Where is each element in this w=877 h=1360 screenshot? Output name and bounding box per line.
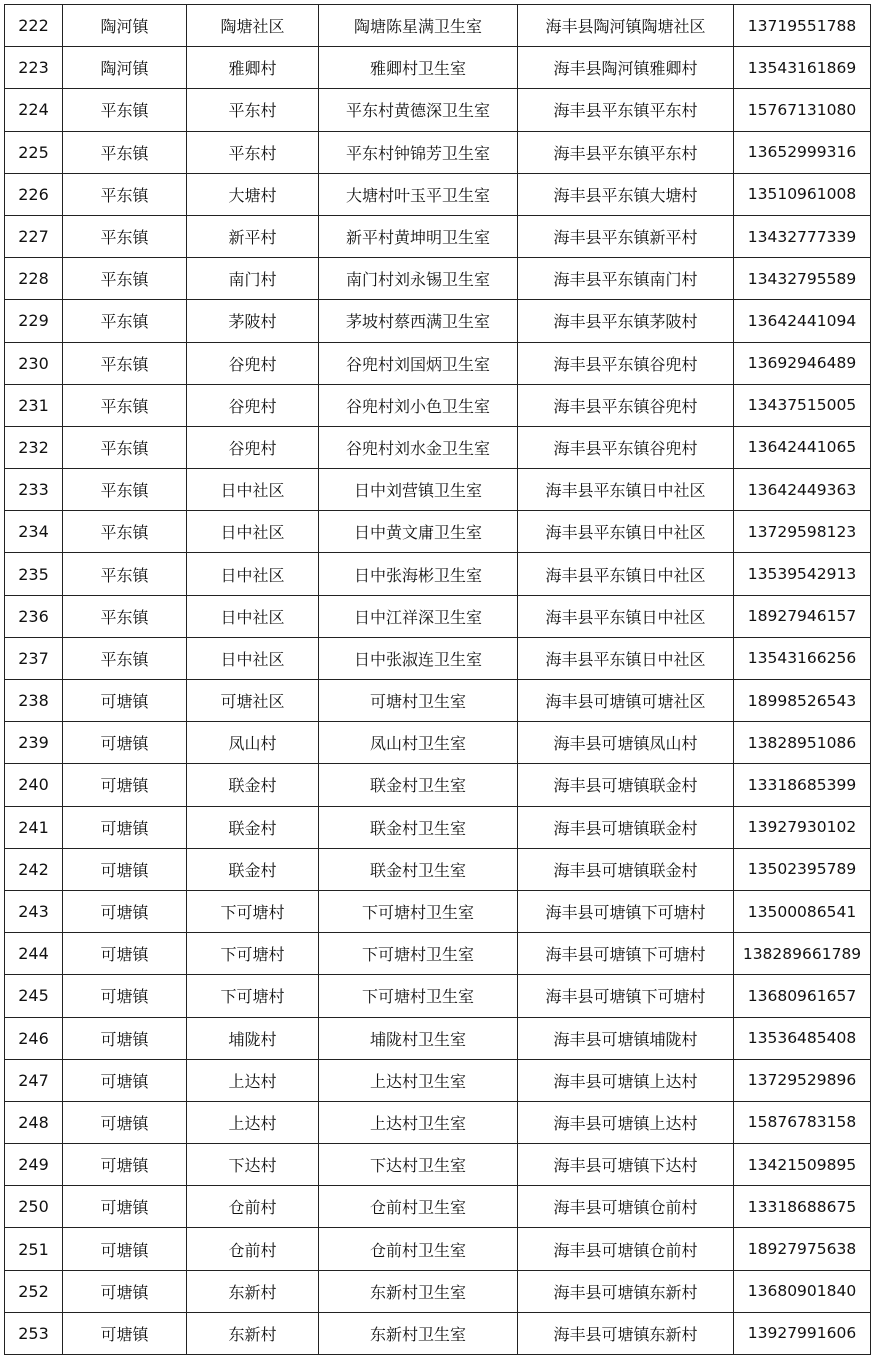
table-row	[5, 1312, 871, 1354]
address-cell: 海丰县可塘镇上达村	[518, 1059, 734, 1101]
village-cell: 日中社区	[187, 553, 319, 595]
address-cell: 海丰县平东镇日中社区	[518, 637, 734, 679]
village-cell: 上达村	[187, 1101, 319, 1143]
phone-cell: 13719551788	[734, 5, 871, 47]
row-number: 231	[5, 384, 63, 426]
town-cell: 可塘镇	[63, 806, 187, 848]
clinic-name-cell: 日中黄文庸卫生室	[319, 511, 518, 553]
village-cell: 谷兜村	[187, 384, 319, 426]
village-cell: 仓前村	[187, 1186, 319, 1228]
clinic-name-cell: 日中刘营镇卫生室	[319, 469, 518, 511]
table-row	[5, 173, 871, 215]
phone-cell: 13642449363	[734, 469, 871, 511]
clinic-name-cell: 仓前村卫生室	[319, 1186, 518, 1228]
town-cell: 可塘镇	[63, 1186, 187, 1228]
phone-cell: 13543166256	[734, 637, 871, 679]
village-cell: 日中社区	[187, 595, 319, 637]
town-cell: 可塘镇	[63, 1144, 187, 1186]
address-cell: 海丰县可塘镇下可塘村	[518, 890, 734, 932]
row-number: 245	[5, 975, 63, 1017]
table-row	[5, 258, 871, 300]
address-cell: 海丰县可塘镇下可塘村	[518, 975, 734, 1017]
row-number: 223	[5, 47, 63, 89]
clinic-name-cell: 联金村卫生室	[319, 848, 518, 890]
table-row	[5, 680, 871, 722]
town-cell: 陶河镇	[63, 5, 187, 47]
row-number: 235	[5, 553, 63, 595]
row-number: 248	[5, 1101, 63, 1143]
clinic-name-cell: 新平村黄坤明卫生室	[319, 215, 518, 257]
row-number: 239	[5, 722, 63, 764]
town-cell: 平东镇	[63, 342, 187, 384]
phone-cell: 13543161869	[734, 47, 871, 89]
village-cell: 陶塘社区	[187, 5, 319, 47]
village-cell: 茅陂村	[187, 300, 319, 342]
table-row	[5, 469, 871, 511]
phone-cell: 15876783158	[734, 1101, 871, 1143]
village-cell: 埔陇村	[187, 1017, 319, 1059]
address-cell: 海丰县平东镇谷兜村	[518, 384, 734, 426]
clinic-name-cell: 日中张淑连卫生室	[319, 637, 518, 679]
clinic-name-cell: 日中江祥深卫生室	[319, 595, 518, 637]
clinic-name-cell: 凤山村卫生室	[319, 722, 518, 764]
phone-cell: 13510961008	[734, 173, 871, 215]
village-cell: 联金村	[187, 806, 319, 848]
table-row	[5, 300, 871, 342]
row-number: 222	[5, 5, 63, 47]
village-cell: 谷兜村	[187, 426, 319, 468]
phone-cell: 13680901840	[734, 1270, 871, 1312]
phone-cell: 13502395789	[734, 848, 871, 890]
town-cell: 可塘镇	[63, 1101, 187, 1143]
clinic-name-cell: 联金村卫生室	[319, 806, 518, 848]
town-cell: 可塘镇	[63, 1312, 187, 1354]
clinic-name-cell: 东新村卫生室	[319, 1312, 518, 1354]
row-number: 229	[5, 300, 63, 342]
town-cell: 陶河镇	[63, 47, 187, 89]
address-cell: 海丰县陶河镇陶塘社区	[518, 5, 734, 47]
village-cell: 南门村	[187, 258, 319, 300]
town-cell: 可塘镇	[63, 722, 187, 764]
town-cell: 平东镇	[63, 215, 187, 257]
clinic-name-cell: 下达村卫生室	[319, 1144, 518, 1186]
table-row	[5, 848, 871, 890]
address-cell: 海丰县平东镇日中社区	[518, 553, 734, 595]
table-row	[5, 975, 871, 1017]
town-cell: 平东镇	[63, 511, 187, 553]
village-cell: 雅卿村	[187, 47, 319, 89]
table-row	[5, 1270, 871, 1312]
village-cell: 东新村	[187, 1270, 319, 1312]
clinic-name-cell: 陶塘陈星满卫生室	[319, 5, 518, 47]
address-cell: 海丰县平东镇谷兜村	[518, 426, 734, 468]
clinic-name-cell: 大塘村叶玉平卫生室	[319, 173, 518, 215]
village-cell: 联金村	[187, 848, 319, 890]
phone-cell: 13927930102	[734, 806, 871, 848]
table-row	[5, 1059, 871, 1101]
village-cell: 仓前村	[187, 1228, 319, 1270]
table-row	[5, 426, 871, 468]
address-cell: 海丰县平东镇日中社区	[518, 469, 734, 511]
village-cell: 新平村	[187, 215, 319, 257]
town-cell: 可塘镇	[63, 975, 187, 1017]
town-cell: 平东镇	[63, 595, 187, 637]
clinic-name-cell: 东新村卫生室	[319, 1270, 518, 1312]
table-row	[5, 47, 871, 89]
village-cell: 可塘社区	[187, 680, 319, 722]
village-cell: 谷兜村	[187, 342, 319, 384]
table-row	[5, 1144, 871, 1186]
town-cell: 平东镇	[63, 637, 187, 679]
table-body	[5, 5, 871, 1355]
village-cell: 日中社区	[187, 637, 319, 679]
phone-cell: 13536485408	[734, 1017, 871, 1059]
row-number: 238	[5, 680, 63, 722]
address-cell: 海丰县可塘镇东新村	[518, 1312, 734, 1354]
phone-cell: 13729529896	[734, 1059, 871, 1101]
clinic-name-cell: 日中张海彬卫生室	[319, 553, 518, 595]
row-number: 233	[5, 469, 63, 511]
clinic-name-cell: 埔陇村卫生室	[319, 1017, 518, 1059]
village-cell: 下达村	[187, 1144, 319, 1186]
row-number: 228	[5, 258, 63, 300]
row-number: 244	[5, 933, 63, 975]
table-row	[5, 131, 871, 173]
row-number: 249	[5, 1144, 63, 1186]
clinic-name-cell: 平东村钟锦芳卫生室	[319, 131, 518, 173]
clinic-name-cell: 可塘村卫生室	[319, 680, 518, 722]
table-row	[5, 1017, 871, 1059]
phone-cell: 13318685399	[734, 764, 871, 806]
clinic-name-cell: 雅卿村卫生室	[319, 47, 518, 89]
table-row	[5, 806, 871, 848]
village-cell: 平东村	[187, 89, 319, 131]
clinic-name-cell: 谷兜村刘小色卫生室	[319, 384, 518, 426]
row-number: 252	[5, 1270, 63, 1312]
table-row	[5, 511, 871, 553]
row-number: 225	[5, 131, 63, 173]
row-number: 240	[5, 764, 63, 806]
phone-cell: 15767131080	[734, 89, 871, 131]
clinic-name-cell: 下可塘村卫生室	[319, 933, 518, 975]
table-row	[5, 764, 871, 806]
address-cell: 海丰县可塘镇埔陇村	[518, 1017, 734, 1059]
phone-cell: 138289661789	[734, 933, 871, 975]
town-cell: 平东镇	[63, 553, 187, 595]
village-cell: 上达村	[187, 1059, 319, 1101]
table-row	[5, 933, 871, 975]
phone-cell: 13500086541	[734, 890, 871, 932]
row-number: 230	[5, 342, 63, 384]
town-cell: 可塘镇	[63, 1059, 187, 1101]
table-row	[5, 1101, 871, 1143]
row-number: 232	[5, 426, 63, 468]
town-cell: 可塘镇	[63, 1017, 187, 1059]
phone-cell: 18927946157	[734, 595, 871, 637]
clinic-name-cell: 平东村黄德深卫生室	[319, 89, 518, 131]
village-cell: 日中社区	[187, 511, 319, 553]
town-cell: 可塘镇	[63, 933, 187, 975]
town-cell: 可塘镇	[63, 764, 187, 806]
phone-cell: 13927991606	[734, 1312, 871, 1354]
phone-cell: 13680961657	[734, 975, 871, 1017]
address-cell: 海丰县可塘镇联金村	[518, 806, 734, 848]
town-cell: 平东镇	[63, 131, 187, 173]
phone-cell: 13432777339	[734, 215, 871, 257]
clinic-name-cell: 联金村卫生室	[319, 764, 518, 806]
phone-cell: 13318688675	[734, 1186, 871, 1228]
table-row	[5, 553, 871, 595]
row-number: 234	[5, 511, 63, 553]
address-cell: 海丰县可塘镇上达村	[518, 1101, 734, 1143]
table-row	[5, 384, 871, 426]
town-cell: 平东镇	[63, 384, 187, 426]
table-row	[5, 1228, 871, 1270]
address-cell: 海丰县平东镇大塘村	[518, 173, 734, 215]
clinic-name-cell: 谷兜村刘国炳卫生室	[319, 342, 518, 384]
village-cell: 平东村	[187, 131, 319, 173]
address-cell: 海丰县平东镇日中社区	[518, 595, 734, 637]
phone-cell: 18927975638	[734, 1228, 871, 1270]
address-cell: 海丰县可塘镇仓前村	[518, 1186, 734, 1228]
village-cell: 日中社区	[187, 469, 319, 511]
town-cell: 可塘镇	[63, 848, 187, 890]
village-cell: 大塘村	[187, 173, 319, 215]
address-cell: 海丰县平东镇新平村	[518, 215, 734, 257]
table-row	[5, 890, 871, 932]
table-row	[5, 1186, 871, 1228]
table-row	[5, 215, 871, 257]
address-cell: 海丰县平东镇南门村	[518, 258, 734, 300]
clinic-name-cell: 上达村卫生室	[319, 1101, 518, 1143]
address-cell: 海丰县可塘镇仓前村	[518, 1228, 734, 1270]
phone-cell: 18998526543	[734, 680, 871, 722]
town-cell: 平东镇	[63, 300, 187, 342]
row-number: 253	[5, 1312, 63, 1354]
village-cell: 东新村	[187, 1312, 319, 1354]
address-cell: 海丰县可塘镇联金村	[518, 764, 734, 806]
phone-cell: 13828951086	[734, 722, 871, 764]
row-number: 226	[5, 173, 63, 215]
phone-cell: 13642441065	[734, 426, 871, 468]
village-cell: 下可塘村	[187, 890, 319, 932]
phone-cell: 13729598123	[734, 511, 871, 553]
clinic-name-cell: 仓前村卫生室	[319, 1228, 518, 1270]
town-cell: 平东镇	[63, 426, 187, 468]
town-cell: 平东镇	[63, 173, 187, 215]
row-number: 241	[5, 806, 63, 848]
address-cell: 海丰县平东镇平东村	[518, 89, 734, 131]
table-row	[5, 5, 871, 47]
address-cell: 海丰县平东镇日中社区	[518, 511, 734, 553]
address-cell: 海丰县平东镇茅陂村	[518, 300, 734, 342]
row-number: 224	[5, 89, 63, 131]
clinic-name-cell: 上达村卫生室	[319, 1059, 518, 1101]
phone-cell: 13692946489	[734, 342, 871, 384]
table-row	[5, 89, 871, 131]
phone-cell: 13432795589	[734, 258, 871, 300]
village-cell: 下可塘村	[187, 975, 319, 1017]
clinic-name-cell: 下可塘村卫生室	[319, 975, 518, 1017]
row-number: 227	[5, 215, 63, 257]
town-cell: 可塘镇	[63, 680, 187, 722]
row-number: 236	[5, 595, 63, 637]
phone-cell: 13642441094	[734, 300, 871, 342]
row-number: 237	[5, 637, 63, 679]
row-number: 246	[5, 1017, 63, 1059]
phone-cell: 13421509895	[734, 1144, 871, 1186]
town-cell: 平东镇	[63, 469, 187, 511]
address-cell: 海丰县可塘镇东新村	[518, 1270, 734, 1312]
row-number: 242	[5, 848, 63, 890]
address-cell: 海丰县平东镇谷兜村	[518, 342, 734, 384]
table-row	[5, 722, 871, 764]
town-cell: 可塘镇	[63, 1270, 187, 1312]
table-row	[5, 637, 871, 679]
clinic-name-cell: 下可塘村卫生室	[319, 890, 518, 932]
address-cell: 海丰县可塘镇下达村	[518, 1144, 734, 1186]
town-cell: 平东镇	[63, 89, 187, 131]
row-number: 250	[5, 1186, 63, 1228]
address-cell: 海丰县陶河镇雅卿村	[518, 47, 734, 89]
village-cell: 凤山村	[187, 722, 319, 764]
table-row	[5, 342, 871, 384]
town-cell: 可塘镇	[63, 1228, 187, 1270]
town-cell: 可塘镇	[63, 890, 187, 932]
clinic-name-cell: 南门村刘永锡卫生室	[319, 258, 518, 300]
row-number: 243	[5, 890, 63, 932]
phone-cell: 13652999316	[734, 131, 871, 173]
table-row	[5, 595, 871, 637]
row-number: 251	[5, 1228, 63, 1270]
phone-cell: 13539542913	[734, 553, 871, 595]
row-number: 247	[5, 1059, 63, 1101]
village-cell: 联金村	[187, 764, 319, 806]
town-cell: 平东镇	[63, 258, 187, 300]
address-cell: 海丰县可塘镇联金村	[518, 848, 734, 890]
village-cell: 下可塘村	[187, 933, 319, 975]
address-cell: 海丰县可塘镇下可塘村	[518, 933, 734, 975]
address-cell: 海丰县可塘镇凤山村	[518, 722, 734, 764]
address-cell: 海丰县可塘镇可塘社区	[518, 680, 734, 722]
phone-cell: 13437515005	[734, 384, 871, 426]
address-cell: 海丰县平东镇平东村	[518, 131, 734, 173]
clinic-name-cell: 谷兜村刘水金卫生室	[319, 426, 518, 468]
clinic-table	[4, 4, 871, 1355]
clinic-name-cell: 茅坡村蔡西满卫生室	[319, 300, 518, 342]
